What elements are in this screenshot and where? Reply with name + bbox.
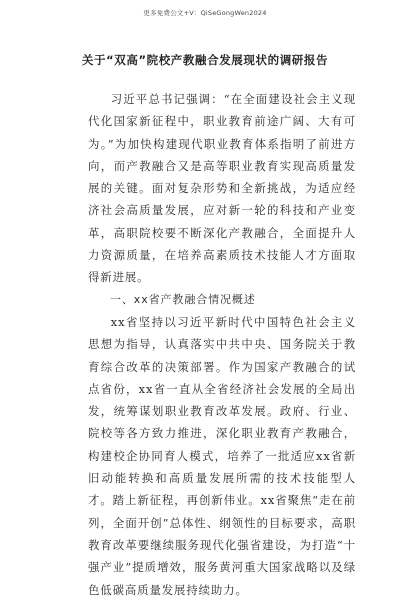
document-title: 关于“双高”院校产教融合发展现状的调研报告 — [81, 53, 329, 67]
header-watermark-note: 更多免费公文+V：QiSeGongWen2024 — [143, 9, 267, 17]
section-paragraph: xx省坚持以习近平新时代中国特色社会主义思想为指导，认真落实中共中央、国务院关于教育综合改革的决策部署。作为国家产教融合的试点省份，xx省一直从全省经济社会发展的全局出发，统筹谋划职业教育改革发展。政府、行业、院校等各方致力推进，深化职业教育产教融合，构建校企协同育人模式，培养了一批适应xx省新旧动能转换和高质量发展所需的技术技能型人才。踏上新征程，再创新伟业。xx省聚焦“走在前列，全面开创”总体性、纲领性的目标要求，高职教育改革要继续服务现代化强省建设，为打造“十强产业”提质增效，服务黄河重大国家战略以及绿色低碳高质量发展持续助力。 — [88, 314, 356, 597]
section-heading: 一、xx省产教融合情况概述 — [110, 292, 256, 306]
intro-paragraph: 习近平总书记强调：“在全面建设社会主义现代化国家新征程中，职业教育前途广阔、大有可为。”为加快构建现代职业教育体系指明了前进方向，而产教融合又是高等职业教育实现高质量发展的关键。面对复杂形势和全新挑战，为适应经济社会高质量发展，应对新一轮的科技和产业变革，高职院校要不断深化产教融合，全面提升人力资源质量，在培养高素质技术技能人才方面取得新进展。 — [88, 92, 356, 285]
document-body — [88, 88, 356, 601]
